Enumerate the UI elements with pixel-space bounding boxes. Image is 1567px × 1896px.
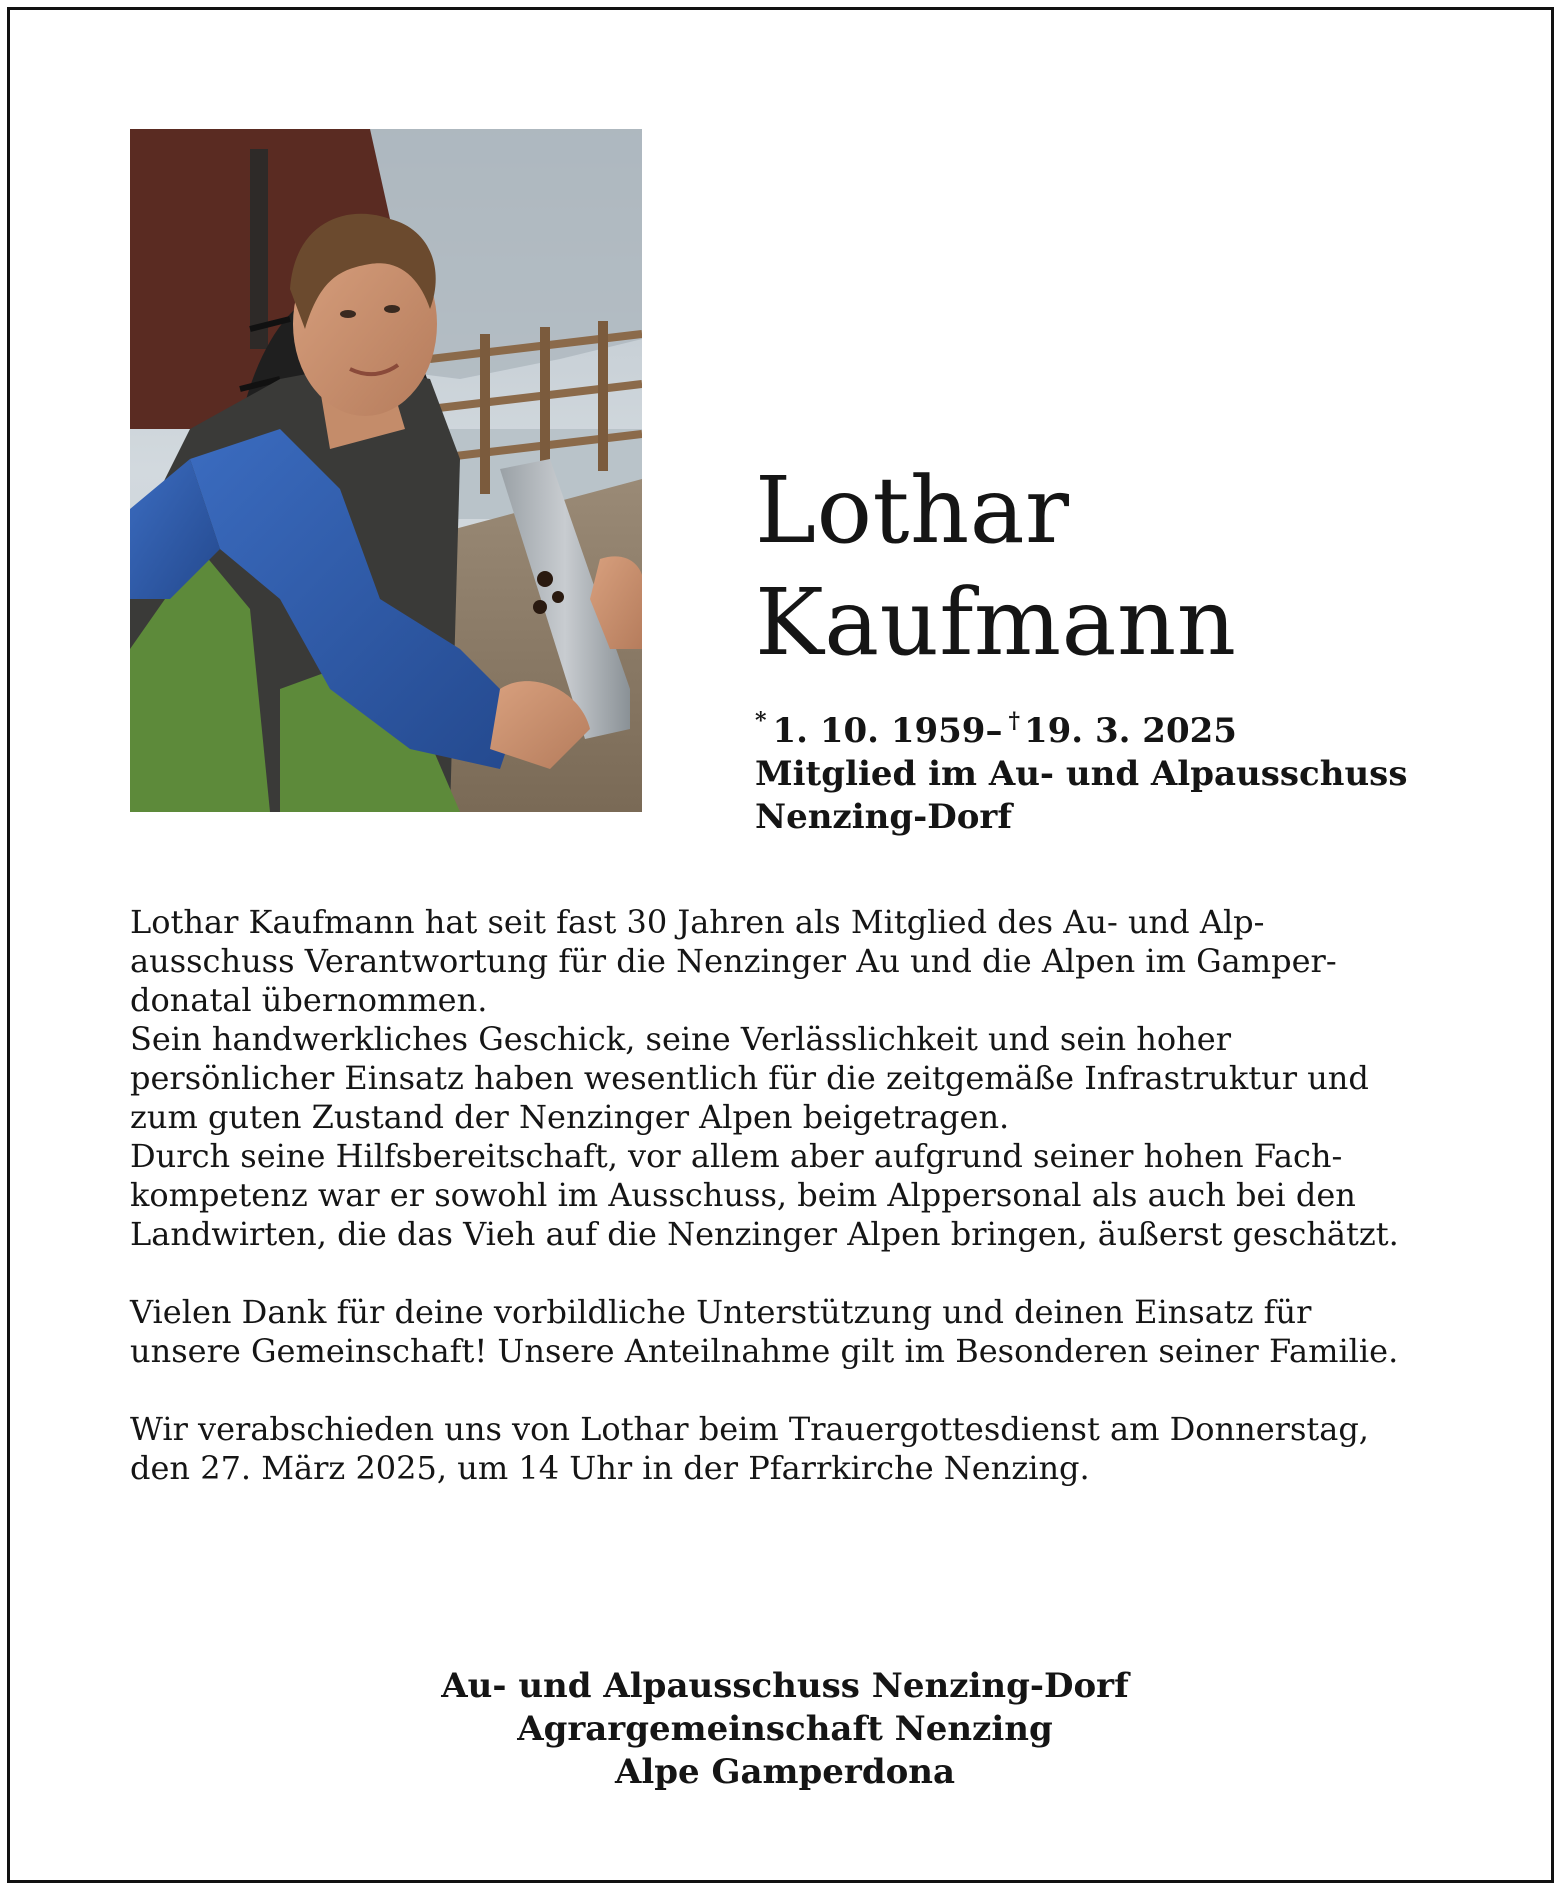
text-line: donatal übernommen. [130, 981, 488, 1019]
signature-line: Alpe Gamperdona [614, 1752, 956, 1792]
text-line: Durch seine Hilfsbereitschaft, vor allem aber aufgrund seiner hohen Fach- [130, 1137, 1343, 1175]
death-date: 19. 3. 2025 [1023, 711, 1237, 751]
signature-block [130, 1665, 1440, 1794]
text-line: Lothar Kaufmann hat seit fast 30 Jahren als Mitglied des Au- und Alp- [130, 903, 1265, 941]
date-separator: – [985, 711, 1003, 751]
text-line: Vielen Dank für deine vorbildliche Unterstützung und deinen Einsatz für [130, 1293, 1312, 1331]
text-line: ausschuss Verantwortung für die Nenzinger Au und die Alpen im Gamper- [130, 942, 1337, 980]
paragraph-thanks [130, 1293, 1440, 1371]
life-dates-and-role [755, 700, 1475, 839]
text-line: Landwirten, die das Vieh auf die Nenzinger Alpen bringen, äußerst geschätzt. [130, 1215, 1399, 1253]
portrait-photo [130, 129, 642, 812]
life-dates [755, 700, 1475, 753]
text-line: Wir verabschieden uns von Lothar beim Trauergottesdienst am Donnerstag, [130, 1410, 1369, 1448]
role-line-2: Nenzing-Dorf [755, 797, 1012, 837]
birth-date: 1. 10. 1959 [772, 711, 986, 751]
deceased-name [755, 455, 1475, 679]
signature-line: Au- und Alpausschuss Nenzing-Dorf [441, 1666, 1129, 1706]
text-line: persönlicher Einsatz haben wesentlich für die zeitgemäße Infrastruktur und [130, 1059, 1369, 1097]
text-line: den 27. März 2025, um 14 Uhr in der Pfarrkirche Nenzing. [130, 1449, 1090, 1487]
paragraph-tribute [130, 903, 1440, 1254]
last-name: Kaufmann [755, 569, 1237, 676]
text-line: unsere Gemeinschaft! Unsere Anteilnahme gilt im Besonderen seiner Familie. [130, 1332, 1399, 1370]
role-line-1: Mitglied im Au- und Alpausschuss [755, 754, 1408, 794]
first-name: Lothar [755, 457, 1070, 564]
obituary-text [130, 903, 1440, 1527]
text-line: Sein handwerkliches Geschick, seine Verlässlichkeit und sein hoher [130, 1020, 1231, 1058]
paragraph-service [130, 1410, 1440, 1488]
signature-line: Agrargemeinschaft Nenzing [517, 1709, 1053, 1749]
text-line: zum guten Zustand der Nenzinger Alpen beigetragen. [130, 1098, 1010, 1136]
birth-symbol: * [755, 708, 767, 734]
death-symbol: † [1008, 708, 1020, 734]
text-line: kompetenz war er sowohl im Ausschuss, beim Alppersonal als auch bei den [130, 1176, 1356, 1214]
